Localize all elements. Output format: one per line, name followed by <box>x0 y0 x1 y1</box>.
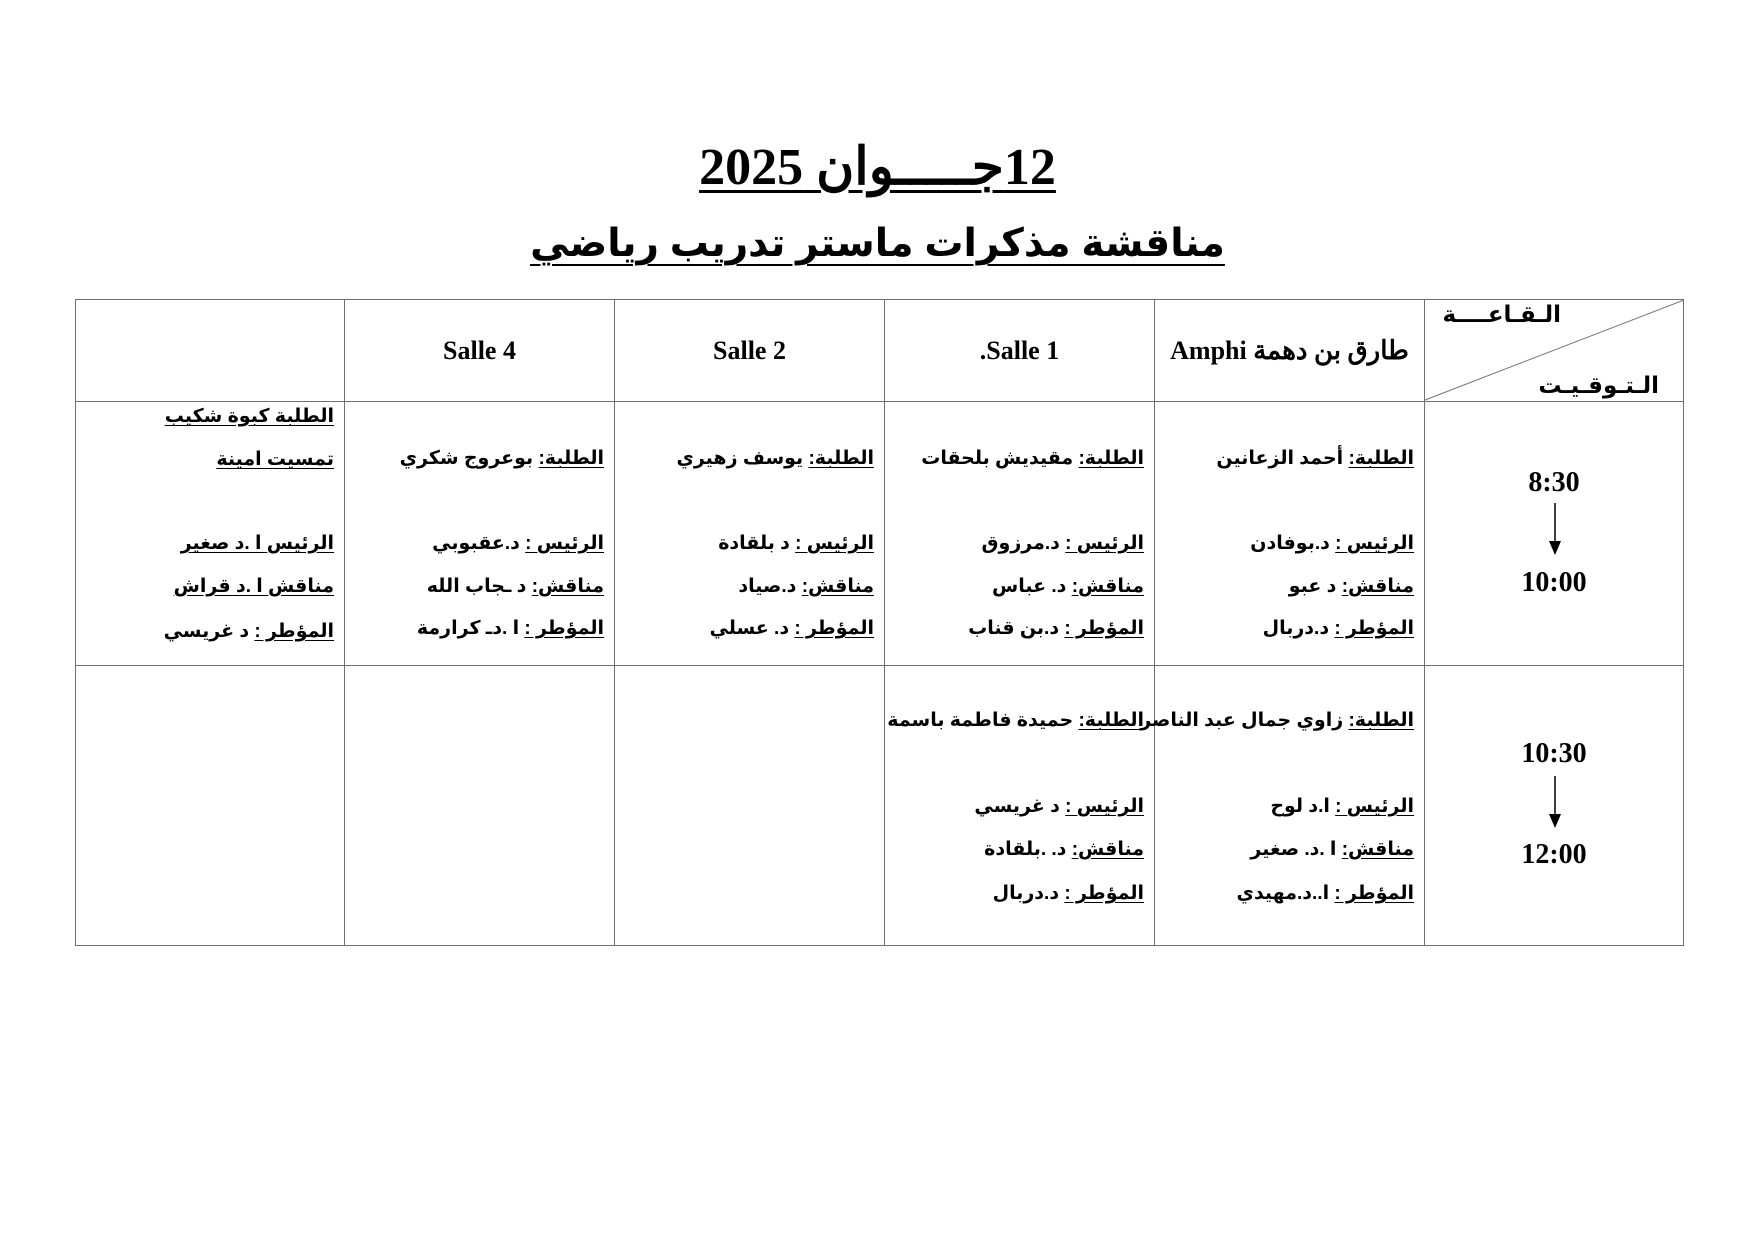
empty-cell-salle-4 <box>345 666 615 946</box>
room-header-salle-1 <box>885 300 1155 402</box>
page-title-text: مناقشة مذكرات ماستر تدريب رياضي <box>530 222 1225 265</box>
student-line: تمسيت امينة <box>216 449 334 470</box>
date-title-text: 12جـــــوان 2025 <box>699 139 1056 196</box>
president-line: الرئيس : د بلقادة <box>718 533 874 554</box>
examiner-line: مناقش: د.صياد <box>738 576 874 597</box>
entry-cell-extra <box>76 402 345 666</box>
room-label: .Salle 1 <box>979 336 1060 365</box>
arrow-down-icon <box>1547 503 1563 555</box>
examiner-line: مناقش: د عبو <box>1288 576 1414 597</box>
time-start: 10:30 <box>1521 738 1587 769</box>
president-line: الرئيس : ا.د لوح <box>1270 796 1414 817</box>
examiner-line: مناقش: د. .بلقادة <box>984 839 1144 860</box>
student-line: الطلبة: أحمد الزعانين <box>1216 448 1414 469</box>
date-title <box>0 138 1755 198</box>
room-label: Salle 2 <box>713 336 786 365</box>
corner-time-label: الـتـوقـيـت <box>1538 372 1659 398</box>
room-header-salle-2 <box>615 300 885 402</box>
examiner-line: مناقش: د ـجاب الله <box>426 576 604 597</box>
supervisor-line: المؤطر : ا .دـ كرارمة <box>416 618 604 639</box>
entry-cell-salle-1 <box>885 666 1155 946</box>
entry-cell-amphi <box>1140 666 1425 946</box>
time-cell-slot-1 <box>1425 402 1684 666</box>
president-line: الرئيس : د.بوفادن <box>1250 533 1414 554</box>
time-end: 12:00 <box>1521 839 1587 870</box>
time-cell-slot-2 <box>1425 666 1684 946</box>
entry-cell-amphi <box>1155 402 1425 666</box>
empty-cell-extra <box>76 666 345 946</box>
examiner-line: مناقش ا .د قراش <box>173 576 334 597</box>
room-header-extra <box>76 300 345 402</box>
empty-cell-salle-2 <box>615 666 885 946</box>
president-line: الرئيس ا .د صغير <box>180 533 334 554</box>
president-line: الرئيس : د غريسي <box>974 796 1144 817</box>
supervisor-line: المؤطر : د.دربال <box>992 883 1144 904</box>
entry-cell-salle-2 <box>615 402 885 666</box>
president-line: الرئيس : د.عقبوبي <box>432 533 604 554</box>
time-end: 10:00 <box>1521 567 1587 598</box>
corner-room-label: الـقـاعــــة <box>1442 301 1561 327</box>
examiner-line: مناقش: د. عباس <box>992 576 1144 597</box>
corner-header <box>1425 300 1684 402</box>
supervisor-line: المؤطر : د.دربال <box>1262 618 1414 639</box>
student-line: الطلبة كبوة شكيب <box>164 406 334 427</box>
student-line: الطلبة: زاوي جمال عبد الناصر <box>1140 710 1414 731</box>
supervisor-line: المؤطر : ا..د.مهيدي <box>1236 883 1414 904</box>
header-row <box>76 300 1684 402</box>
student-line: الطلبة: يوسف زهيري <box>676 448 874 469</box>
entry-cell-salle-4 <box>345 402 615 666</box>
entry-cell-salle-1 <box>885 402 1155 666</box>
arrow-down-icon <box>1547 776 1563 828</box>
student-line: الطلبة: حميدة فاطمة باسمة <box>887 710 1144 731</box>
student-line: الطلبة: مقيديش بلحقات <box>921 448 1144 469</box>
slot-row-1 <box>76 402 1684 666</box>
page-title <box>0 220 1755 268</box>
supervisor-line: المؤطر : د غريسي <box>163 621 334 642</box>
schedule-table <box>75 299 1684 946</box>
examiner-line: مناقش: ا .د. صغير <box>1250 839 1414 860</box>
room-label: طارق بن دهمة Amphi <box>1170 336 1409 365</box>
room-header-amphi <box>1155 300 1425 402</box>
student-line: الطلبة: بوعروج شكري <box>399 448 604 469</box>
supervisor-line: المؤطر : د. عسلي <box>709 618 874 639</box>
time-start: 8:30 <box>1528 467 1580 498</box>
room-label: Salle 4 <box>443 336 516 365</box>
president-line: الرئيس : د.مرزوق <box>981 533 1144 554</box>
room-header-salle-4 <box>345 300 615 402</box>
supervisor-line: المؤطر : د.بن قناب <box>968 618 1144 639</box>
slot-row-2 <box>76 666 1684 946</box>
